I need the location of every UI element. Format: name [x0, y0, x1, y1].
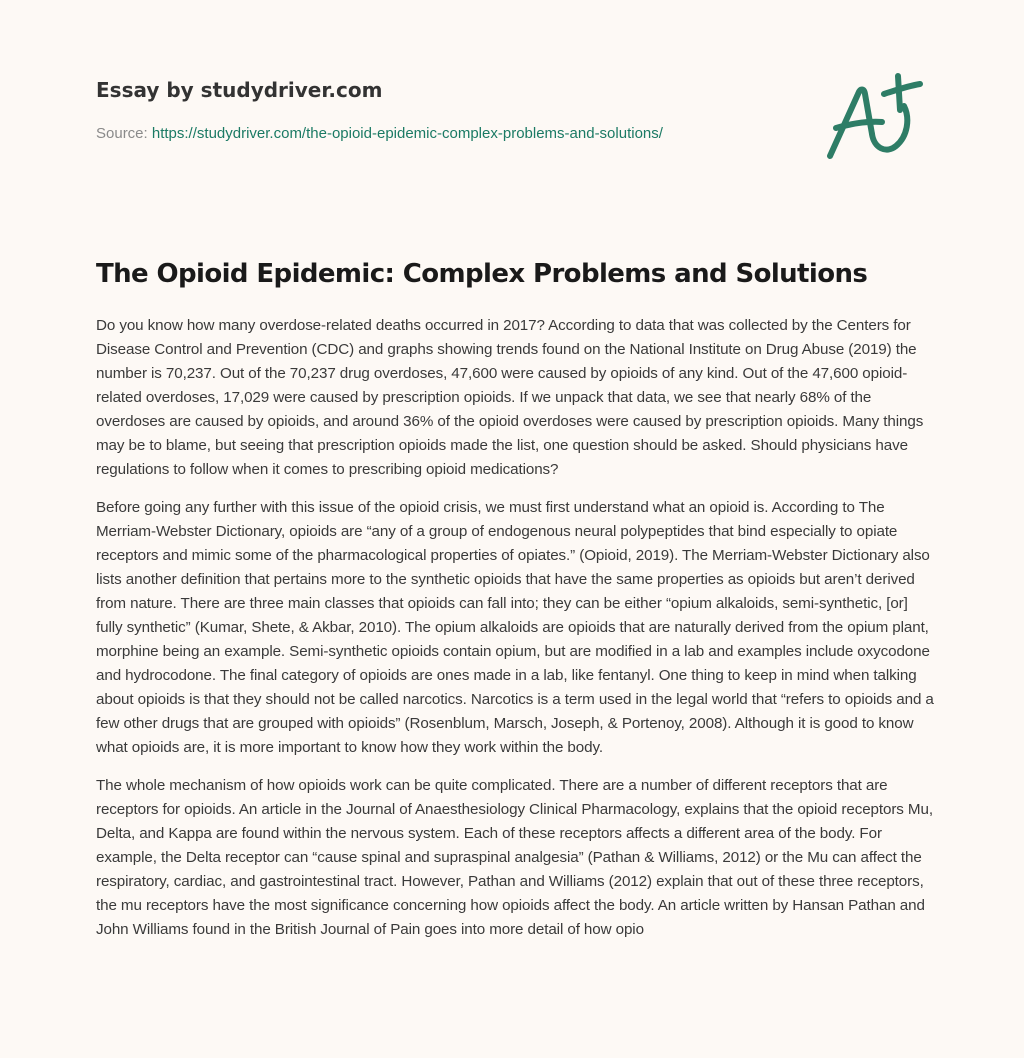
- source-label: Source:: [96, 125, 148, 142]
- source-link[interactable]: https://studydriver.com/the-opioid-epidemic-complex-problems-and-solutions/: [151, 125, 663, 142]
- page-header: [96, 74, 796, 144]
- a-plus-logo-icon: [820, 66, 930, 166]
- article-title: The Opioid Epidemic: Complex Problems and Solutions: [96, 259, 868, 289]
- essay-body: [96, 314, 936, 956]
- source-line: [96, 124, 796, 144]
- essay-paragraph: The whole mechanism of how opioids work can be quite complicated. There are a number of different receptors that are receptors for opioids. An article in the Journal of Anaesthesiology Clinical Pharmacology, explains that the opioid receptors Mu, Delta, and Kappa are found within the nervous system. Each of these receptors affects a different area of the body. For example, the Delta receptor can “cause spinal and supraspinal analgesia” (Pathan & Williams, 2012) or the Mu can affect the respiratory, cardiac, and gastrointestinal tract. However, Pathan and Williams (2012) explain that out of these three receptors, the mu receptors have the most significance concerning how opioids affect the body. An article written by Hansan Pathan and John Williams found in the British Journal of Pain goes into more detail of how opio: [96, 777, 933, 938]
- site-title: Essay by studydriver.com: [96, 78, 383, 102]
- essay-paragraph: Before going any further with this issue of the opioid crisis, we must first understand what an opioid is. According to The Merriam-Webster Dictionary, opioids are “any of a group of endogenous neural polypeptides that bind especially to opiate receptors and mimic some of the pharmacological properties of opiates.” (Opioid, 2019). The Merriam-Webster Dictionary also lists another definition that pertains more to the synthetic opioids that have the same properties as opioids but aren’t derived from nature. There are three main classes that opioids can fall into; they can be either “opium alkaloids, semi-synthetic, [or] fully synthetic” (Kumar, Shete, & Akbar, 2010). The opium alkaloids are opioids that are naturally derived from the opium plant, morphine being an example. Semi-synthetic opioids contain opium, but are modified in a lab and examples include oxycodone and hydrocodone. The final category of opioids are ones made in a lab, like fentanyl. One thing to keep in mind when talking about opioids is that they should not be called narcotics. Narcotics is a term used in the legal world that “refers to opioids and a few other drugs that are grouped with opioids” (Rosenblum, Marsch, Joseph, & Portenoy, 2008). Although it is good to know what opioids are, it is more important to know how they work within the body.: [96, 499, 934, 756]
- essay-paragraph: Do you know how many overdose-related deaths occurred in 2017? According to data that was collected by the Centers for Disease Control and Prevention (CDC) and graphs showing trends found on the National Institute on Drug Abuse (2019) the number is 70,237. Out of the 70,237 drug overdoses, 47,600 were caused by opioids of any kind. Out of the 47,600 opioid-related overdoses, 17,029 were caused by prescription opioids. If we unpack that data, we see that nearly 68% of the overdoses are caused by opioids, and around 36% of the opioid overdoses were caused by prescription opioids. Many things may be to blame, but seeing that prescription opioids made the list, one question should be asked. Should physicians have regulations to follow when it comes to prescribing opioid medications?: [96, 317, 924, 478]
